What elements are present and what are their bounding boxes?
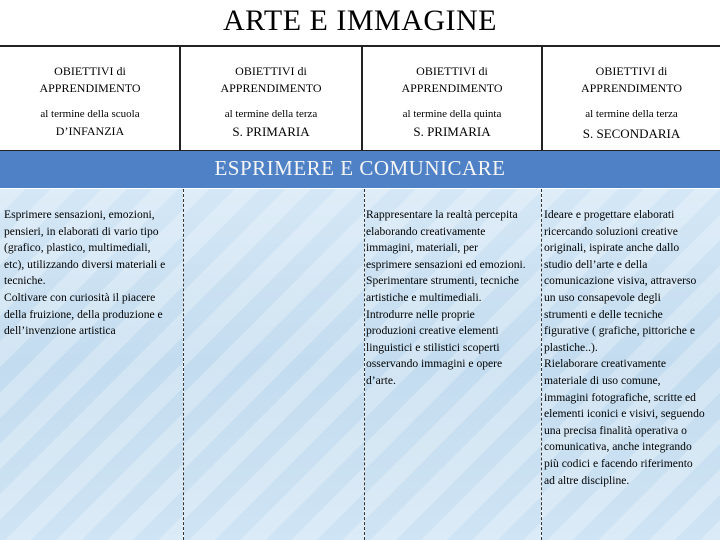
content-cell-primaria-terza <box>184 189 364 540</box>
header-level: S. PRIMARIA <box>232 124 310 139</box>
header-objective: OBIETTIVI di <box>54 64 126 78</box>
header-cell-primaria-quinta <box>363 48 541 150</box>
header-learning: APPRENDIMENTO <box>401 81 503 95</box>
content-cell-infanzia <box>0 189 183 540</box>
header-objective: OBIETTIVI di <box>595 64 668 78</box>
cell-text: Rappresentare la realtà percepita elaborando creativamente immagini, materiali, per esprimere sensazioni ed emozioni. Sperimentare strumenti, tecniche artistiche e multimediali. Introdurre nelle proprie produzioni creative elementi linguistici e stilistici scoperti osservando immagini e opere d’arte. <box>366 208 526 387</box>
header-cell-primaria-terza <box>181 48 361 150</box>
header-level: S. PRIMARIA <box>413 124 491 139</box>
body-divider-2 <box>364 189 365 540</box>
header-cell-secondaria <box>543 48 720 150</box>
header-learning: APPRENDIMENTO <box>580 81 683 95</box>
page-title: ARTE E IMMAGINE <box>223 4 497 37</box>
content-cell-secondaria <box>542 189 720 540</box>
header-term: al termine della terza <box>585 108 678 120</box>
body-divider-1 <box>183 189 184 540</box>
header-objective: OBIETTIVI di <box>235 64 307 78</box>
content-cell-primaria-quinta <box>365 189 541 540</box>
header-term: al termine della scuola <box>40 108 140 120</box>
header-learning: APPRENDIMENTO <box>220 81 322 95</box>
header-cell-infanzia <box>0 48 180 150</box>
section-title: ESPRIMERE E COMUNICARE <box>214 156 506 180</box>
header-level: D’INFANZIA <box>55 124 125 138</box>
header-term: al termine della quinta <box>402 108 502 120</box>
cell-text: Ideare e progettare elaborati ricercando soluzioni creative originali, ispirate anche dallo studio dell’arte e della comunicazione visiva, attraverso un uso consapevole degli strumenti e delle tecniche figurative ( grafiche, pittoriche e plastiche..). Rielaborare creativamente materiale di uso comune, immagini fotografiche, scritte ed elementi iconici e visivi, seguendo una precisa finalità operativa o comunicativa, anche integrando più codici e facendo riferimento ad altre discipline. <box>544 208 705 487</box>
header-term: al termine della terza <box>224 108 318 120</box>
header-learning: APPRENDIMENTO <box>39 81 141 95</box>
header-objective: OBIETTIVI di <box>416 64 488 78</box>
table-top-border <box>0 45 720 47</box>
cell-text: Esprimere sensazioni, emozioni, pensieri, in elaborati di vario tipo (grafico, plastico, multimediali, etc), utilizzando diversi materiali e tecniche. Coltivare con curiosità il piacere della fruizione, della produzione e dell’invenzione artistica <box>4 208 166 338</box>
body-divider-3 <box>541 189 542 540</box>
header-level: S. SECONDARIA <box>582 126 681 141</box>
